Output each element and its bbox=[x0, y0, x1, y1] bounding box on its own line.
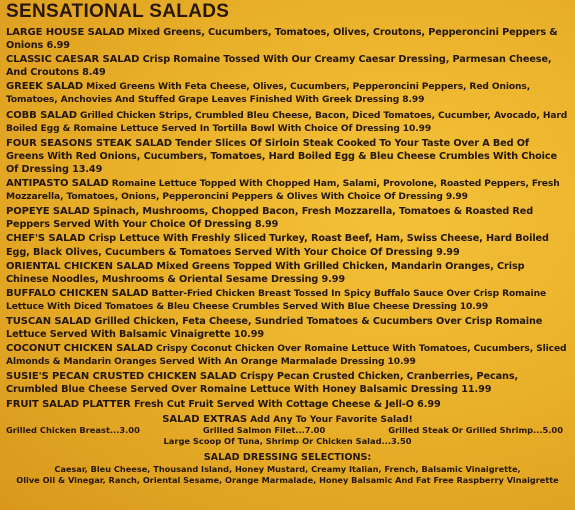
extra-large-scoop: Large Scoop Of Tuna, Shrimp Or Chicken Salad...3.50 bbox=[163, 436, 412, 447]
menu-item-desc: Grilled Chicken, Feta Cheese, Sundried Tomatoes & Cucumbers Over Crisp Romaine Lettuce Served With Balsamic Vinaigrette 10.99 bbox=[6, 315, 543, 341]
menu-item bbox=[6, 137, 569, 176]
menu-item bbox=[6, 80, 569, 107]
menu-item bbox=[6, 53, 569, 79]
menu-item-desc: Crispy Coconut Chicken Over Romaine Lettuce With Tomatoes, Cucumbers, Sliced Almonds & Mandarin Oranges Served With An Orange Marmalade Dressing 10.99 bbox=[6, 344, 567, 368]
dressing-selections bbox=[6, 453, 569, 485]
menu-item-name: COCONUT CHICKEN SALAD bbox=[6, 343, 153, 355]
menu-item bbox=[6, 398, 569, 411]
menu-item-name: COBB SALAD bbox=[6, 109, 77, 121]
menu-item-name: SUSIE'S PECAN CRUSTED CHICKEN SALAD bbox=[6, 371, 237, 383]
menu-item-name: CHEF'S SALAD bbox=[6, 233, 86, 245]
dressing-selections-label: SALAD DRESSING SELECTIONS: bbox=[203, 452, 372, 464]
menu-item-name: POPEYE SALAD bbox=[6, 206, 90, 218]
salad-extras-label: SALAD EXTRAS bbox=[162, 413, 248, 425]
menu-item-desc: Mixed Greens Topped With Grilled Chicken, Mandarin Oranges, Crisp Chinese Noodles, Mushrooms & Oriental Sesame Dressing 9.99 bbox=[6, 260, 525, 285]
menu-item-desc: Crisp Lettuce With Freshly Sliced Turkey, Roast Beef, Ham, Swiss Cheese, Hard Boiled Egg, Black Olives, Cucumbers & Tomatoes Served With Your Choice Of Dressing 9.99 bbox=[6, 233, 549, 258]
menu-item bbox=[6, 342, 569, 369]
menu-item-name: CLASSIC CAESAR SALAD bbox=[6, 54, 140, 66]
menu-item bbox=[6, 205, 569, 231]
menu-item-desc: Tender Slices Of Sirloin Steak Cooked To Your Taste Over A Bed Of Greens With Red Onions, Cucumbers, Tomatoes, Hard Boiled Egg & Bleu Cheese Crumbles With Choice Of Dressing 13.49 bbox=[6, 137, 558, 175]
menu-item bbox=[6, 315, 569, 341]
menu-item-name: GREEK SALAD bbox=[6, 81, 84, 93]
menu-item-desc: Spinach, Mushrooms, Chopped Bacon, Fresh Mozzarella, Tomatoes & Roasted Red Peppers Served With Your Choice Of Dressing 8.99 bbox=[6, 206, 534, 231]
menu-item-name: ORIENTAL CHICKEN SALAD bbox=[6, 260, 154, 272]
menu-item-name: LARGE HOUSE SALAD bbox=[6, 27, 125, 38]
salad-extras-row bbox=[6, 425, 569, 436]
menu-item-desc: Batter-Fried Chicken Breast Tossed In Spicy Buffalo Sauce Over Crisp Romaine Lettuce With Diced Tomatoes & Bleu Cheese Crumbles Served With Blue Cheese Dressing 10.99 bbox=[6, 288, 547, 312]
salad-extras-note: Add Any To Your Favorite Salad! bbox=[247, 414, 413, 425]
menu-item-desc: Crispy Pecan Crusted Chicken, Cranberries, Pecans, Crumbled Blue Cheese Served Over Romaine Lettuce With Honey Balsamic Dressing 11.99 bbox=[6, 371, 519, 396]
page-title: SENSATIONAL SALADS bbox=[6, 1, 230, 22]
menu-item bbox=[6, 232, 569, 258]
menu-item-name: BUFFALO CHICKEN SALAD bbox=[6, 287, 149, 299]
menu-item-desc: Fresh Cut Fruit Served With Cottage Cheese & Jell-O 6.99 bbox=[130, 398, 441, 410]
menu-item bbox=[6, 177, 569, 204]
menu-item bbox=[6, 109, 569, 136]
dressing-list-line-1: Caesar, Bleu Cheese, Thousand Island, Honey Mustard, Creamy Italian, French, Balsamic Vinaigrette, bbox=[54, 463, 521, 474]
menu-item-desc: Mixed Greens, Cucumbers, Tomatoes, Olives, Croutons, Pepperoncini Peppers & Onions 6.99 bbox=[6, 27, 558, 52]
menu-item-desc: Grilled Chicken Strips, Crumbled Bleu Cheese, Bacon, Diced Tomatoes, Cucumber, Avocado, Hard Boiled Egg & Romaine Lettuce Served In Tortilla Bowl With Choice Of Dressing 10.99 bbox=[6, 110, 568, 134]
menu-item-name: FOUR SEASONS STEAK SALAD bbox=[6, 137, 172, 149]
salad-list bbox=[6, 26, 569, 411]
menu-item-name: ANTIPASTO SALAD bbox=[6, 178, 109, 190]
menu-item-desc: Mixed Greens With Feta Cheese, Olives, Cucumbers, Pepperoncini Peppers, Red Onions, Tomatoes, Anchovies And Stuffed Grape Leaves Finished With Greek Dressing 8.99 bbox=[6, 82, 531, 106]
salad-extras bbox=[6, 415, 569, 447]
menu-item-name: FRUIT SALAD PLATTER bbox=[6, 398, 131, 410]
menu-item bbox=[6, 260, 569, 286]
extra-grilled-salmon: Grilled Salmon Filet...7.00 bbox=[202, 425, 326, 436]
extra-grilled-chicken: Grilled Chicken Breast...3.00 bbox=[6, 425, 140, 436]
menu-item-name: TUSCAN SALAD bbox=[6, 315, 92, 327]
menu-item-desc: Crisp Romaine Tossed With Our Creamy Caesar Dressing, Parmesan Cheese, And Croutons 8.49 bbox=[6, 54, 552, 79]
menu-item bbox=[6, 287, 569, 314]
menu-item bbox=[6, 370, 569, 396]
menu-item bbox=[6, 26, 569, 52]
extra-steak-shrimp: Grilled Steak Or Grilled Shrimp...5.00 bbox=[388, 425, 563, 436]
dressing-list-line-2: Olive Oil & Vinegar, Ranch, Oriental Sesame, Orange Marmalade, Honey Balsamic And Fat Free Raspberry Vinaigrette bbox=[16, 474, 559, 485]
menu-item-desc: Romaine Lettuce Topped With Chopped Ham, Salami, Provolone, Roasted Peppers, Fresh Mozzarella, Tomatoes, Onions, Pepperoncini Peppers & Olives With Choice Of Dressing 9.99 bbox=[6, 179, 560, 203]
salad-extras-heading bbox=[6, 415, 569, 426]
